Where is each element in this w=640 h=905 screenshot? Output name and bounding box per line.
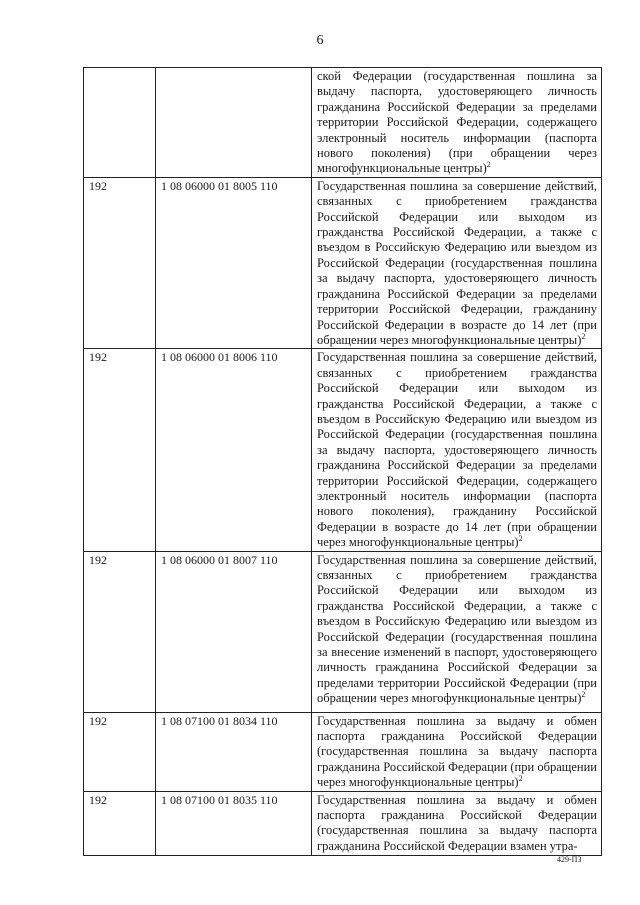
footnote-marker: 2: [518, 774, 523, 784]
page-number: 6: [316, 33, 324, 48]
footnote-marker: 2: [581, 331, 586, 341]
footnote-marker: 2: [581, 690, 586, 700]
kbk-code-cell: 1 08 06000 01 8005 110: [156, 177, 312, 348]
admin-code-cell: 192: [84, 551, 156, 712]
admin-code-cell: 192: [84, 349, 156, 551]
kbk-code-cell: 1 08 06000 01 8007 110: [156, 551, 312, 712]
kbk-code-cell: 1 08 07100 01 8034 110: [156, 712, 312, 791]
admin-code-cell: 192: [84, 177, 156, 348]
admin-code-cell: [84, 68, 156, 178]
description-cell: [312, 551, 602, 712]
admin-code-cell: 192: [84, 712, 156, 791]
document-code: 429-ПЗ: [557, 855, 582, 864]
description-cell: [312, 712, 602, 791]
table-row: [84, 791, 602, 855]
description-text: Государственная пошлина за совершение действий, связанных с приобретением гражданства Российской Федерации или выходом из гражданства Российской Федерации, а также с въездом в Российскую Федерацию или выездом из Российской Федерации (государственная пошлина за внесение изменений в паспорт, удостоверяющего личность гражданина Российской Федерации за пределами территории Российской Федерации (при обращении через многофункциональные центры): [317, 552, 597, 706]
footnote-marker: 2: [518, 534, 523, 544]
description-text: Государственная пошлина за выдачу и обмен паспорта гражданина Российской Федерации (государственная пошлина за выдачу паспорта гражданина Российской Федерации взамен утра-: [317, 792, 597, 853]
description-cell: [312, 349, 602, 551]
description-cell: [312, 68, 602, 178]
description-text: Государственная пошлина за совершение действий, связанных с приобретением гражданства Российской Федерации или выходом из гражданства Российской Федерации, а также с въездом в Российскую Федерацию или выездом из Российской Федерации (государственная пошлина за выдачу паспорта, удостоверяющего личность гражданина Российской Федерации за пределами территории Российской Федерации, содержащего электронный носитель информации (паспорта нового поколения), гражданину Российской Федерации в возрасте до 14 лет (при обращении через многофункциональные центры): [317, 350, 597, 550]
description-text: Государственная пошлина за выдачу и обмен паспорта гражданина Российской Федерации (государственная пошлина за выдачу паспорта гражданина Российской Федерации (при обращении через многофункциональные центры): [317, 713, 597, 790]
table-row: [84, 712, 602, 791]
table-row: [84, 177, 602, 348]
kbk-code-cell: 1 08 06000 01 8006 110: [156, 349, 312, 551]
table-row: [84, 349, 602, 551]
description-cell: [312, 177, 602, 348]
table-row: [84, 68, 602, 178]
table-row: [84, 551, 602, 712]
footnote-marker: 2: [486, 160, 491, 170]
description-text: Государственная пошлина за совершение действий, связанных с приобретением гражданства Российской Федерации или выходом из гражданства Российской Федерации, а также с въездом в Российскую Федерацию или выездом из Российской Федерации (государственная пошлина за выдачу паспорта, удостоверяющего личность гражданина Российской Федерации за пределами территории Российской Федерации, гражданину Российской Федерации в возрасте до 14 лет (при обращении через многофункциональные центры): [317, 178, 597, 347]
fee-table: [83, 67, 602, 856]
kbk-code-cell: [156, 68, 312, 178]
kbk-code-cell: 1 08 07100 01 8035 110: [156, 791, 312, 855]
description-text: ской Федерации (государственная пошлина за выдачу паспорта, удостоверяющего личность гражданина Российской Федерации за пределами территории Российской Федерации, содержащего электронный носитель информации (паспорта нового поколения) (при обращении через многофункциональные центры): [317, 69, 597, 176]
description-cell: [312, 791, 602, 855]
admin-code-cell: 192: [84, 791, 156, 855]
